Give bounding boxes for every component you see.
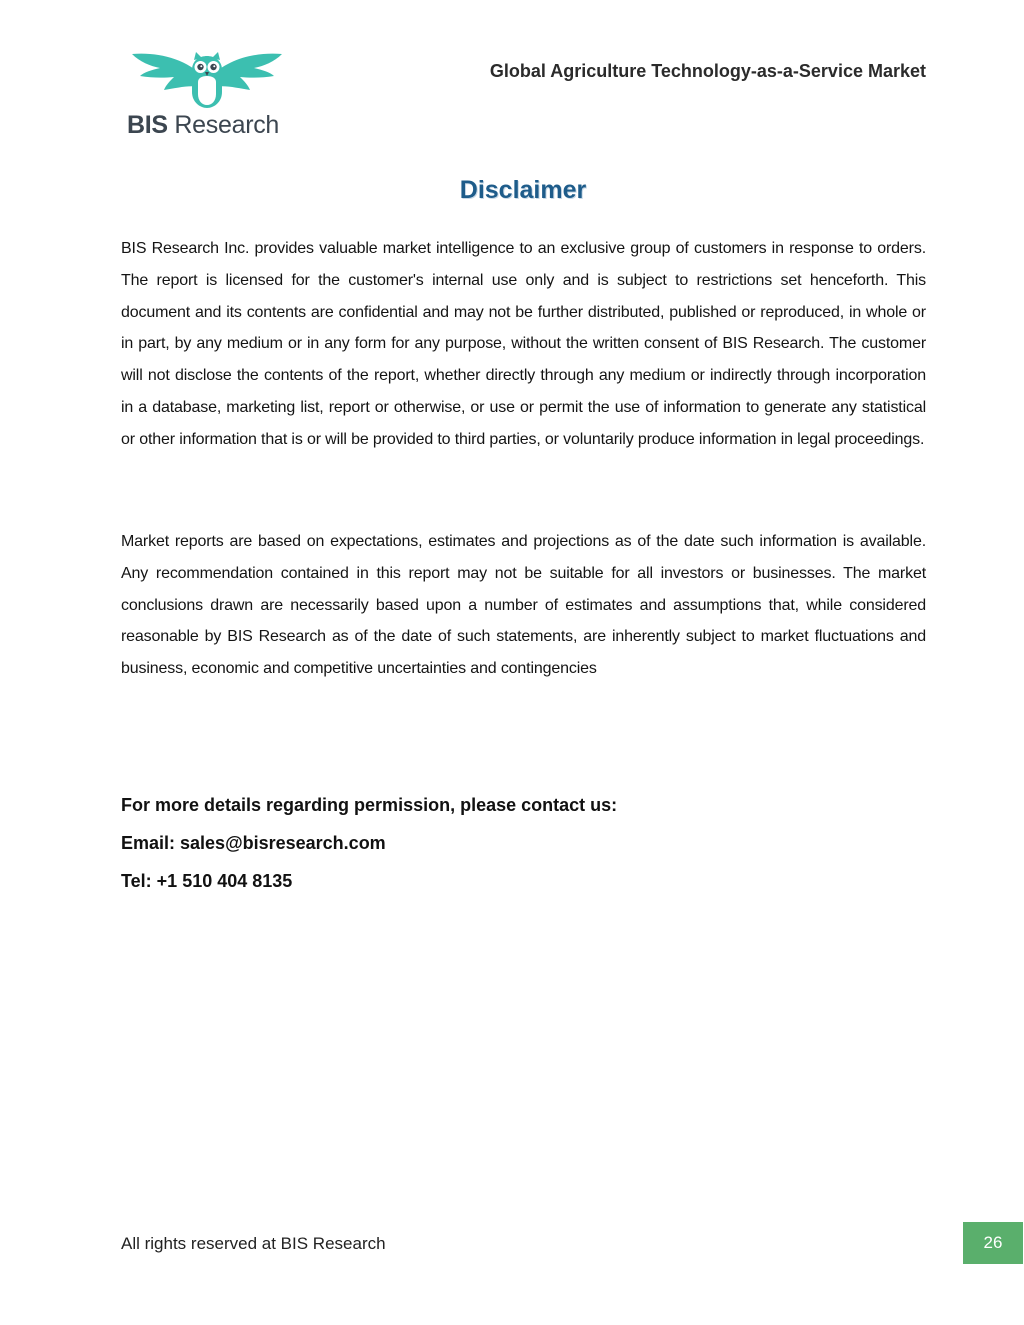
footer-rights: All rights reserved at BIS Research: [121, 1234, 386, 1253]
logo-text-rest: Research: [167, 111, 280, 139]
logo-text: [127, 111, 279, 139]
disclaimer-paragraph-2: Market reports are based on expectations, estimates and projections as of the date such information is available. Any recommendation contained in this report may not be suitable for all investors or businesses. The market conclusions drawn are necessarily based upon a number of estimates and assumptions that, while considered reasonable by BIS Research as of the date of such statements, are inherently subject to market fluctuations and business, economic and competitive uncertainties and contingencies: [121, 533, 926, 678]
logo-text-bold: BIS: [127, 111, 168, 139]
contact-intro: For more details regarding permission, please contact us:: [121, 795, 618, 815]
contact-phone[interactable]: Tel: +1 510 404 8135: [121, 871, 293, 891]
company-logo: [127, 48, 287, 138]
document-header-title: Global Agriculture Technology-as-a-Service Market: [489, 61, 926, 81]
page-number-badge: 26: [963, 1222, 1023, 1264]
contact-email[interactable]: Email: sales@bisresearch.com: [121, 833, 386, 853]
disclaimer-paragraph-1: BIS Research Inc. provides valuable market intelligence to an exclusive group of customers in response to orders. The report is licensed for the customer's internal use only and is subject to restrictions set henceforth. This document and its contents are confidential and may not be further distributed, published or reproduced, in whole or in part, by any medium or in any form for any purpose, without the written consent of BIS Research. The customer will not disclose the contents of the report, whether directly through any medium or indirectly through incorporation in a database, marketing list, report or otherwise, or use or permit the use of information to generate any statistical or other information that is or will be provided to third parties, or voluntarily produce information in legal proceedings.: [121, 240, 926, 448]
owl-logo-icon: [130, 48, 284, 110]
page-title: Disclaimer: [459, 176, 587, 204]
